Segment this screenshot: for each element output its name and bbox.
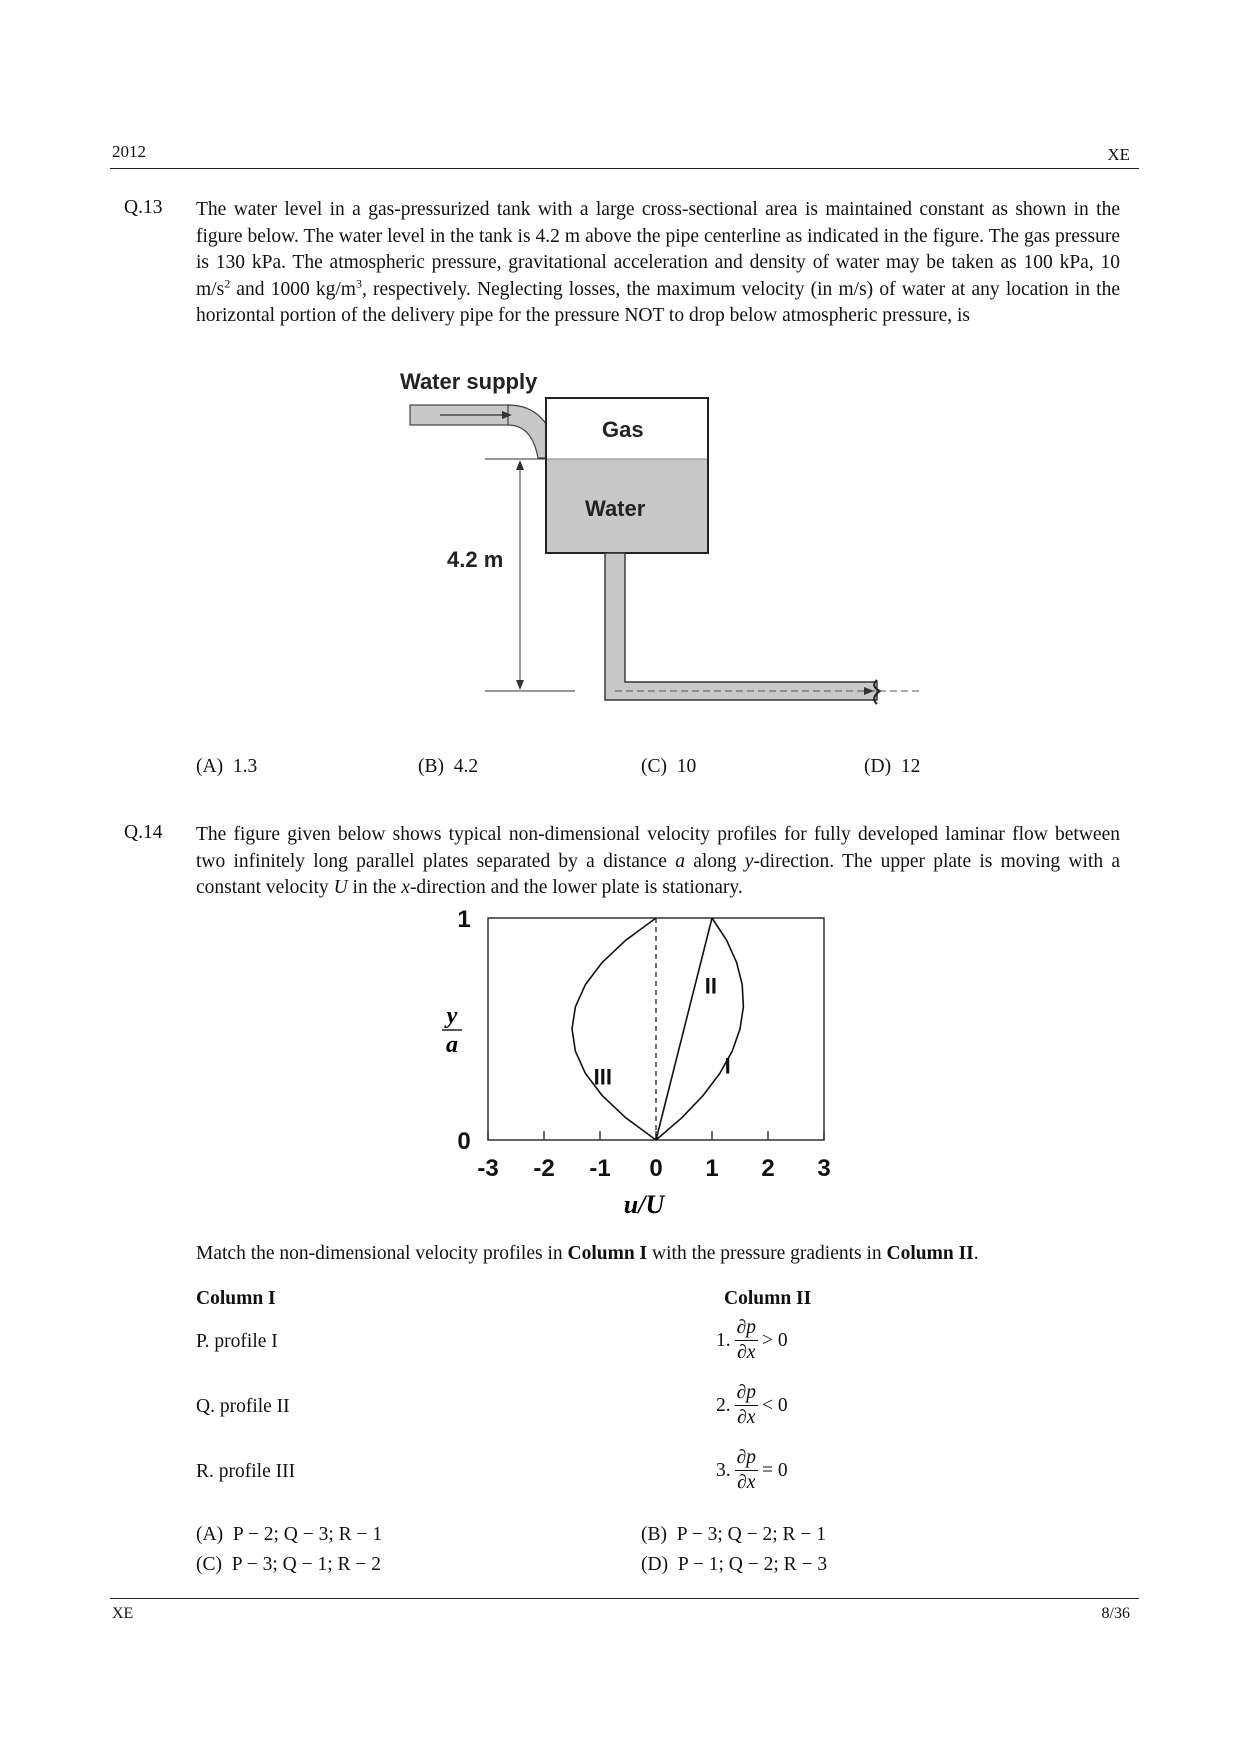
- profile-label-III: III: [593, 1064, 612, 1090]
- velocity-profile-chart: [430, 900, 850, 1230]
- pressure-gradient-fraction: [735, 1381, 758, 1430]
- y-axis-label-denominator: a: [446, 1032, 458, 1058]
- q13-option-d[interactable]: [864, 756, 920, 778]
- option-value: P − 1; Q − 2; R − 3: [677, 1554, 828, 1575]
- q13-sup1: 2: [224, 276, 231, 290]
- q14-var-x: x: [401, 877, 410, 898]
- fraction-numerator: ∂p: [735, 1446, 758, 1471]
- column1-item-q: Q. profile II: [196, 1396, 290, 1417]
- footer-page: 8/36: [1101, 1605, 1130, 1622]
- q14-text-d: in the: [347, 877, 402, 898]
- q14-text-e: -direction and the lower plate is stationary.: [409, 877, 743, 898]
- x-tick-label: 1: [705, 1155, 719, 1182]
- x-tick-label: 0: [649, 1155, 663, 1182]
- option-label: (C): [641, 756, 667, 777]
- profile-curves: [572, 918, 743, 1140]
- pressure-gradient-fraction: [735, 1446, 758, 1495]
- dim-arrow-bottom: [516, 680, 524, 690]
- q13-option-a[interactable]: [196, 756, 257, 778]
- q14-var-u: U: [333, 877, 348, 898]
- q14-option-c[interactable]: [196, 1554, 381, 1576]
- profile-label-I: I: [724, 1053, 731, 1079]
- option-label: (A): [196, 1524, 224, 1545]
- column2-header: Column II: [724, 1288, 812, 1309]
- fraction-denominator: ∂x: [737, 1472, 756, 1493]
- supply-label: Water supply: [400, 369, 538, 394]
- profile-curve-III: [572, 918, 656, 1140]
- profile-labels: [594, 973, 731, 1089]
- option-value: 12: [900, 756, 921, 777]
- option-label: (D): [864, 756, 892, 777]
- column1-item-p: P. profile I: [196, 1331, 278, 1352]
- relation: > 0: [762, 1329, 788, 1351]
- q14-text-c: -direction. The upper plate is moving with a constant velocity: [196, 850, 1120, 898]
- tank-figure: [390, 360, 930, 720]
- header-rule: [110, 168, 1139, 169]
- x-tick-label: 2: [761, 1155, 775, 1182]
- q14-text-a: The figure given below shows typical non-dimensional velocity profiles for fully developed laminar flow between two infinitely long parallel plates separated by a distance: [196, 824, 1120, 872]
- option-value: P − 2; Q − 3; R − 1: [232, 1524, 383, 1545]
- y-tick-label: 1: [457, 906, 471, 933]
- fraction-numerator: ∂p: [735, 1381, 758, 1406]
- option-label: (D): [641, 1554, 669, 1575]
- header-code: XE: [1107, 145, 1130, 164]
- match-text-b: with the pressure gradients in: [647, 1243, 887, 1264]
- q14-number: Q.14: [124, 822, 163, 843]
- y-tick-label: 0: [457, 1128, 471, 1155]
- match-col1: Column I: [567, 1243, 648, 1264]
- column2-item-2: [716, 1381, 788, 1430]
- item-number: 2.: [716, 1394, 731, 1416]
- pressure-gradient-fraction: [735, 1316, 758, 1365]
- match-col2: Column II: [886, 1243, 974, 1264]
- q13-number: Q.13: [124, 197, 163, 218]
- option-value: 4.2: [453, 756, 479, 777]
- option-label: (B): [418, 756, 444, 777]
- water-label: Water: [585, 496, 646, 521]
- profile-label-II: II: [704, 973, 717, 999]
- q13-option-c[interactable]: [641, 756, 696, 778]
- footer-rule: [110, 1598, 1139, 1599]
- column2-item-1: [716, 1316, 788, 1365]
- option-label: (B): [641, 1524, 667, 1545]
- option-value: P − 3; Q − 2; R − 1: [676, 1524, 827, 1545]
- q14-text: [196, 822, 1120, 902]
- x-tick-label: -2: [533, 1155, 555, 1182]
- q14-option-a[interactable]: [196, 1524, 382, 1546]
- q14-var-y: y: [744, 850, 754, 872]
- q14-var-a: a: [675, 850, 685, 872]
- x-tick-label: 3: [817, 1155, 831, 1182]
- q13-text-part2: and 1000 kg/m: [230, 278, 356, 300]
- header-year: 2012: [112, 142, 146, 161]
- option-value: 1.3: [232, 756, 258, 777]
- q14-option-d[interactable]: [641, 1554, 827, 1576]
- fraction-denominator: ∂x: [737, 1342, 756, 1363]
- fraction-numerator: ∂p: [735, 1316, 758, 1341]
- height-label: 4.2 m: [447, 547, 504, 572]
- q14-text-b: along: [684, 850, 745, 872]
- relation: = 0: [762, 1459, 788, 1481]
- match-instruction: [196, 1243, 979, 1265]
- option-label: (C): [196, 1554, 222, 1575]
- option-value: P − 3; Q − 1; R − 2: [231, 1554, 382, 1575]
- relation: < 0: [762, 1394, 788, 1416]
- match-text-a: Match the non-dimensional velocity profiles in: [196, 1243, 568, 1264]
- y-axis-label-numerator: y: [446, 1003, 458, 1029]
- delivery-pipe: [605, 553, 877, 700]
- profile-curve-II: [656, 918, 712, 1140]
- q13-sup2: 3: [355, 276, 362, 290]
- q13-text-part3: , respectively. Neglecting losses, the maximum velocity (in m/s) of water at any location in the horizontal portion of the delivery pipe for the pressure NOT to drop below atmospheric pressure, is: [196, 278, 1120, 326]
- option-label: (A): [196, 756, 224, 777]
- x-tick-label: -1: [589, 1155, 611, 1182]
- item-number: 3.: [716, 1459, 731, 1481]
- q14-option-b[interactable]: [641, 1524, 826, 1546]
- profile-curve-I: [656, 918, 743, 1140]
- q13-option-b[interactable]: [418, 756, 478, 778]
- x-tick-labels: [477, 1155, 830, 1182]
- fraction-denominator: ∂x: [737, 1407, 756, 1428]
- match-text-c: .: [973, 1243, 979, 1264]
- column1-header: Column I: [196, 1288, 276, 1309]
- q13-text-part1: The water level in a gas-pressurized tank with a large cross-sectional area is maintained constant as shown in the figure below. The water level in the tank is 4.2 m above the pipe centerline as indicated in the figure. The gas pressure is 130 kPa. The atmospheric pressure, gravitational acceleration and density of water may be taken as 100 kPa, 10 m/s: [196, 199, 1120, 300]
- column1-item-r: R. profile III: [196, 1461, 296, 1482]
- x-axis-label: u/U: [623, 1190, 665, 1219]
- footer-code: XE: [112, 1605, 134, 1622]
- column2-item-3: [716, 1446, 788, 1495]
- x-tick-label: -3: [477, 1155, 499, 1182]
- q13-text: [196, 197, 1120, 330]
- item-number: 1.: [716, 1329, 731, 1351]
- option-value: 10: [676, 756, 697, 777]
- dim-arrow-top: [516, 460, 524, 470]
- gas-label: Gas: [602, 417, 644, 442]
